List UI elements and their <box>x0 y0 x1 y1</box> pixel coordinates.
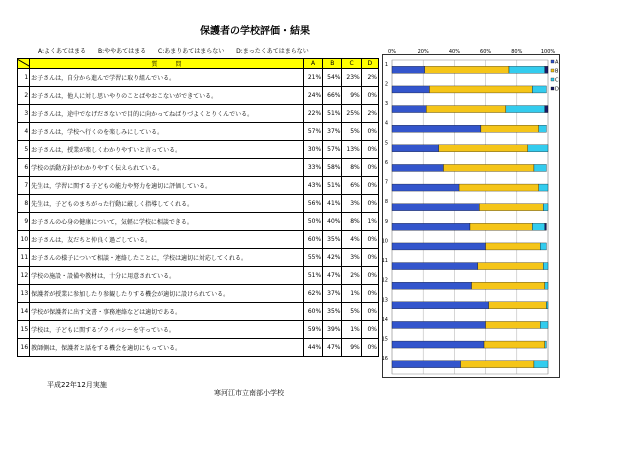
question-text: お子さんは，友だちと仲良く過ごしている。 <box>30 231 304 249</box>
bar-segment-c <box>543 263 548 270</box>
row-number: 13 <box>18 285 30 303</box>
bar-segment-b <box>459 184 539 191</box>
question-text: 先生は，子どものまちがった行動に厳しく指導してくれる。 <box>30 195 304 213</box>
question-text: 学校は，子どもに関するプライバシーを守っている。 <box>30 321 304 339</box>
bar-segment-c <box>506 106 545 113</box>
question-text: お子さんは，他人に対し思いやりのことばやおこないができている。 <box>30 87 304 105</box>
question-text: お子さんは，学校へ行くのを楽しみにしている。 <box>30 123 304 141</box>
legend-label: C <box>555 77 559 84</box>
bar-segment-c <box>540 321 548 328</box>
value-b: 37% <box>323 123 342 141</box>
bar-segment-b <box>489 302 547 309</box>
value-d: 0% <box>361 159 378 177</box>
table-row <box>18 267 379 285</box>
bar-segment-b <box>470 223 532 230</box>
bar-segment-c <box>539 125 547 132</box>
category-label: 15 <box>382 336 388 343</box>
bar-segment-a <box>392 204 479 211</box>
col-header-a: A <box>303 59 322 69</box>
x-tick-label: 60% <box>480 49 492 55</box>
table-row <box>18 159 379 177</box>
bar-segment-a <box>392 263 478 270</box>
row-number: 6 <box>18 159 30 177</box>
bar-segment-b <box>486 321 541 328</box>
question-text: 学校が保護者に出す文書・事務連絡などは適切である。 <box>30 303 304 321</box>
bar-segment-b <box>484 341 545 348</box>
bar-segment-b <box>478 263 544 270</box>
table-row <box>18 339 379 357</box>
legend-swatch <box>551 87 554 90</box>
value-d: 0% <box>361 141 378 159</box>
value-d: 0% <box>361 87 378 105</box>
table-row <box>18 231 379 249</box>
bar-segment-c <box>534 164 546 171</box>
bar-segment-a <box>392 282 472 289</box>
bar-segment-a <box>392 125 481 132</box>
x-tick-label: 80% <box>511 49 523 55</box>
bar-segment-a <box>392 66 425 73</box>
bar-segment-d <box>545 66 548 73</box>
bar-segment-a <box>392 321 486 328</box>
value-b: 57% <box>323 141 342 159</box>
value-c: 13% <box>342 141 361 159</box>
category-label: 8 <box>384 199 388 206</box>
table-row <box>18 177 379 195</box>
value-b: 35% <box>323 231 342 249</box>
bar-segment-b <box>461 361 534 368</box>
value-d: 0% <box>361 123 378 141</box>
bar-segment-c <box>509 66 545 73</box>
question-text: お子さんは，自分から進んで学習に取り組んでいる。 <box>30 69 304 87</box>
bar-segment-b <box>472 282 545 289</box>
value-d: 0% <box>361 339 378 357</box>
x-tick-label: 100% <box>540 49 556 55</box>
row-number: 7 <box>18 177 30 195</box>
question-header: 質 問 <box>30 59 304 69</box>
row-number: 15 <box>18 321 30 339</box>
x-tick-label: 20% <box>417 49 429 55</box>
bar-segment-a <box>392 361 461 368</box>
bar-segment-a <box>392 341 484 348</box>
col-header-c: C <box>342 59 361 69</box>
category-label: 14 <box>382 316 388 323</box>
bar-segment-c <box>546 302 548 309</box>
value-c: 1% <box>342 321 361 339</box>
bar-segment-d <box>545 223 547 230</box>
bar-segment-c <box>528 145 548 152</box>
bar-segment-b <box>479 204 543 211</box>
table-row <box>18 213 379 231</box>
category-label: 6 <box>384 159 388 166</box>
value-b: 47% <box>323 339 342 357</box>
bar-segment-a <box>392 302 489 309</box>
legend-b: B:ややあてはまる <box>97 48 147 55</box>
value-d: 0% <box>361 303 378 321</box>
survey-table <box>17 58 379 357</box>
value-a: 55% <box>303 249 322 267</box>
question-text: 教師側は，保護者と話をする機会を適切にもっている。 <box>30 339 304 357</box>
value-b: 35% <box>323 303 342 321</box>
value-d: 0% <box>361 231 378 249</box>
bar-segment-a <box>392 86 429 93</box>
value-d: 2% <box>361 69 378 87</box>
bar-segment-c <box>532 86 546 93</box>
table-row <box>18 87 379 105</box>
legend-c: C:あまりあてはまらない <box>158 48 225 55</box>
value-d: 1% <box>361 213 378 231</box>
value-a: 24% <box>303 87 322 105</box>
row-number: 3 <box>18 105 30 123</box>
bar-segment-a <box>392 243 486 250</box>
value-b: 51% <box>323 105 342 123</box>
value-c: 1% <box>342 285 361 303</box>
bar-segment-b <box>426 106 506 113</box>
bar-segment-b <box>486 243 541 250</box>
row-number: 10 <box>18 231 30 249</box>
value-c: 8% <box>342 213 361 231</box>
table-row <box>18 123 379 141</box>
value-a: 60% <box>303 231 322 249</box>
answer-legend <box>38 46 319 55</box>
legend-label: A <box>555 59 559 66</box>
value-a: 33% <box>303 159 322 177</box>
bar-segment-b <box>429 86 532 93</box>
value-c: 9% <box>342 339 361 357</box>
date-note: 平成22年12月実施 <box>47 381 107 389</box>
value-c: 2% <box>342 267 361 285</box>
category-label: 2 <box>384 81 388 88</box>
bar-segment-b <box>425 66 509 73</box>
table-row <box>18 195 379 213</box>
col-header-b: B <box>323 59 342 69</box>
value-a: 43% <box>303 177 322 195</box>
bar-segment-c <box>532 223 544 230</box>
table-row <box>18 105 379 123</box>
value-a: 62% <box>303 285 322 303</box>
value-c: 3% <box>342 195 361 213</box>
legend-swatch <box>551 60 554 63</box>
value-b: 47% <box>323 267 342 285</box>
bar-segment-b <box>443 164 533 171</box>
value-a: 56% <box>303 195 322 213</box>
legend-label: B <box>555 68 559 75</box>
question-text: お子さんは，途中でなげださないで目的に向かってねばりづよくとりくんでいる。 <box>30 105 304 123</box>
value-c: 23% <box>342 69 361 87</box>
question-text: 学校の活動方針がわかりやすく伝えられている。 <box>30 159 304 177</box>
value-a: 57% <box>303 123 322 141</box>
bar-segment-a <box>392 223 470 230</box>
category-label: 13 <box>382 297 388 304</box>
category-label: 11 <box>382 258 388 265</box>
table-header-row <box>18 59 379 69</box>
row-number: 11 <box>18 249 30 267</box>
value-d: 0% <box>361 249 378 267</box>
table-row <box>18 69 379 87</box>
question-text: 学校の施設・設備や教材は，十分に用意されている。 <box>30 267 304 285</box>
x-tick-label: 40% <box>448 49 460 55</box>
bar-segment-c <box>545 282 548 289</box>
value-c: 9% <box>342 87 361 105</box>
value-c: 5% <box>342 123 361 141</box>
row-number: 14 <box>18 303 30 321</box>
value-c: 4% <box>342 231 361 249</box>
table-row <box>18 249 379 267</box>
value-b: 42% <box>323 249 342 267</box>
question-text: お子さんの心身の健康について，気軽に学校に相談できる。 <box>30 213 304 231</box>
question-text: お子さんの様子について相談・連絡したことに，学校は適切に対応してくれる。 <box>30 249 304 267</box>
value-b: 39% <box>323 321 342 339</box>
row-number: 8 <box>18 195 30 213</box>
value-b: 66% <box>323 87 342 105</box>
row-number: 9 <box>18 213 30 231</box>
value-b: 51% <box>323 177 342 195</box>
page-title: 保護者の学校評価・結果 <box>200 26 310 37</box>
row-number: 4 <box>18 123 30 141</box>
row-number: 1 <box>18 69 30 87</box>
value-a: 21% <box>303 69 322 87</box>
bar-segment-c <box>540 243 546 250</box>
value-c: 5% <box>342 303 361 321</box>
value-d: 0% <box>361 321 378 339</box>
category-label: 16 <box>382 356 388 363</box>
legend-d: D:まったくあてはまらない <box>236 48 309 55</box>
row-number: 5 <box>18 141 30 159</box>
value-c: 6% <box>342 177 361 195</box>
category-label: 5 <box>384 140 388 147</box>
category-label: 4 <box>384 120 388 127</box>
stacked-bar-chart <box>382 46 560 378</box>
row-number: 16 <box>18 339 30 357</box>
category-label: 7 <box>384 179 388 186</box>
bar-segment-a <box>392 106 426 113</box>
value-d: 2% <box>361 105 378 123</box>
table-row <box>18 141 379 159</box>
value-a: 44% <box>303 339 322 357</box>
value-a: 51% <box>303 267 322 285</box>
value-a: 59% <box>303 321 322 339</box>
corner-cell <box>18 59 30 69</box>
value-a: 30% <box>303 141 322 159</box>
category-label: 3 <box>384 101 388 108</box>
category-label: 12 <box>382 277 388 284</box>
value-d: 0% <box>361 267 378 285</box>
legend-a: A:よくあてはまる <box>38 48 87 55</box>
value-c: 25% <box>342 105 361 123</box>
value-a: 50% <box>303 213 322 231</box>
bar-segment-b <box>481 125 539 132</box>
bar-segment-a <box>392 164 443 171</box>
value-c: 3% <box>342 249 361 267</box>
value-a: 22% <box>303 105 322 123</box>
bar-segment-a <box>392 145 439 152</box>
value-b: 58% <box>323 159 342 177</box>
bar-segment-b <box>439 145 528 152</box>
value-b: 41% <box>323 195 342 213</box>
legend-swatch <box>551 78 554 81</box>
x-tick-label: 0% <box>388 49 396 55</box>
legend-swatch <box>551 69 554 72</box>
bar-segment-c <box>543 204 548 211</box>
row-number: 2 <box>18 87 30 105</box>
value-a: 60% <box>303 303 322 321</box>
bar-segment-c <box>545 341 547 348</box>
value-b: 40% <box>323 213 342 231</box>
table-row <box>18 285 379 303</box>
value-b: 37% <box>323 285 342 303</box>
value-d: 0% <box>361 195 378 213</box>
question-text: 先生は，学習に関する子どもの能力や努力を適切に評価している。 <box>30 177 304 195</box>
table-row <box>18 321 379 339</box>
bar-segment-a <box>392 184 459 191</box>
bar-segment-c <box>534 361 548 368</box>
category-label: 1 <box>384 61 388 68</box>
school-name: 寒河江市立南部小学校 <box>214 389 284 397</box>
value-d: 0% <box>361 285 378 303</box>
value-c: 8% <box>342 159 361 177</box>
bar-segment-d <box>545 106 548 113</box>
table-row <box>18 303 379 321</box>
value-b: 54% <box>323 69 342 87</box>
category-label: 9 <box>384 218 388 225</box>
legend-label: D <box>555 86 559 93</box>
col-header-d: D <box>361 59 378 69</box>
category-label: 10 <box>382 238 388 245</box>
question-text: 保護者が授業に参加したり参観したりする機会が適切に設けられている。 <box>30 285 304 303</box>
bar-segment-c <box>539 184 548 191</box>
row-number: 12 <box>18 267 30 285</box>
value-d: 0% <box>361 177 378 195</box>
question-text: お子さんは，授業が楽しくわかりやすいと言っている。 <box>30 141 304 159</box>
